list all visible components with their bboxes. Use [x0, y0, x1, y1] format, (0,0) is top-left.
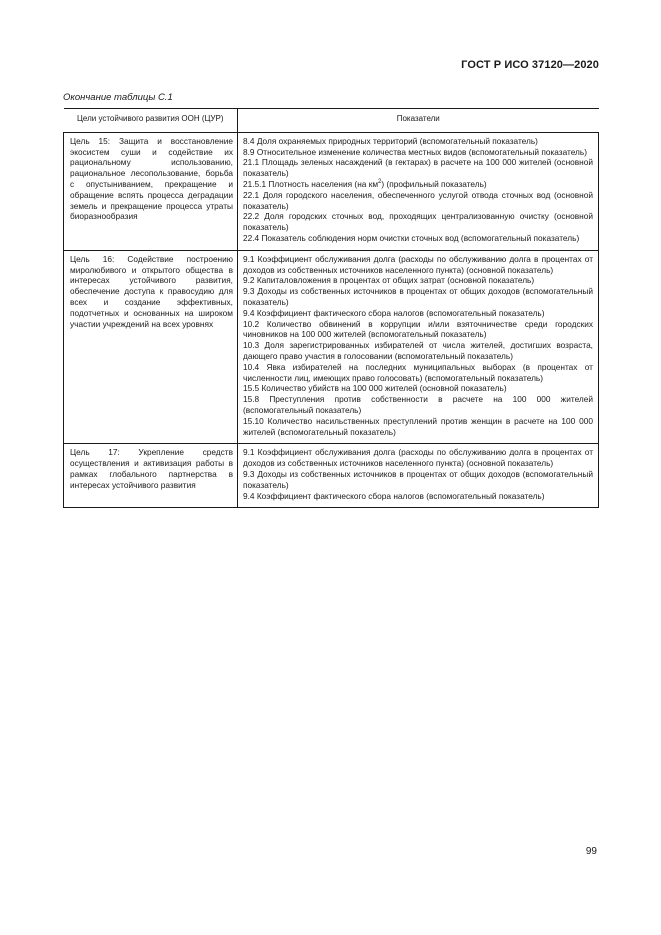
- indicator-item: 15.5 Количество убийств на 100 000 жителей (основной показатель): [243, 383, 507, 394]
- page-number: 99: [585, 846, 597, 857]
- sdg-indicator-table: [63, 108, 599, 508]
- indicator-item: 8.4 Доля охраняемых природных территорий (вспомогательный показатель): [243, 135, 538, 146]
- indicator-item: 21.1 Площадь зеленых насаждений (в гектарах) в расчете на 100 000 жителей (основной показатель): [243, 157, 593, 179]
- column-header-goals: Цели устойчивого развития ООН (ЦУР): [64, 109, 238, 133]
- goal-cell: Цель 15: Защита и восстановление экосистем суши и содействие их рациональному использованию, рациональное лесопользование, борьба с опустыниванием, прекращение и обращение вспять процесса деградации земель и прекращение процесса утраты биоразнообразия: [64, 132, 238, 250]
- superscript-2: 2: [378, 179, 382, 186]
- goal-cell: Цель 17: Укрепление средств осуществления и активизация работы в рамках глобального партнерства в интересах устойчивого развития: [64, 444, 238, 508]
- indicator-item: 15.10 Количество насильственных преступлений против женщин в расчете на 100 000 жителей (вспомогательный показатель): [243, 415, 593, 437]
- table-caption: Окончание таблицы С.1: [63, 92, 173, 103]
- indicator-item: 22.4 Показатель соблюдения норм очистки сточных вод (вспомогательный показатель): [243, 232, 580, 243]
- indicator-item: 9.1 Коэффициент обслуживания долга (расходы по обслуживанию долга в процентах от доходов из собственных источников населенного пункта) (основной показатель): [243, 253, 593, 275]
- indicator-item: 9.2 Капиталовложения в процентах от общих затрат (основной показатель): [243, 275, 535, 286]
- indicator-item: 22.1 Доля городского населения, обеспеченного услугой отвода сточных вод (основной показатель): [243, 189, 593, 211]
- indicators-cell: [238, 444, 599, 508]
- indicator-item: 9.1 Коэффициент обслуживания долга (расходы по обслуживанию долга в процентах от доходов из собственных источников населенного пункта) (основной показатель): [243, 447, 593, 469]
- indicator-item: 22.2 Доля городских сточных вод, проходящих централизованную очистку (основной показатель): [243, 211, 593, 233]
- indicator-item: 8.9 Относительное изменение количества местных видов (вспомогательный показатель): [243, 146, 587, 157]
- indicator-item: 9.4 Коэффициент фактического сбора налогов (вспомогательный показатель): [243, 490, 545, 501]
- indicators-cell: [238, 132, 599, 250]
- indicator-item: 9.3 Доходы из собственных источников в процентах от общих доходов (вспомогательный показатель): [243, 468, 593, 490]
- indicator-text: 21.5.1 Плотность населения (на км: [243, 178, 379, 189]
- document-header: ГОСТ Р ИСО 37120—2020: [461, 59, 599, 71]
- indicator-item: 9.4 Коэффициент фактического сбора налогов (вспомогательный показатель): [243, 307, 545, 318]
- table-row-goal-17: [64, 444, 599, 508]
- indicator-item: 15.8 Преступления против собственности в расчете на 100 000 жителей (вспомогательный показатель): [243, 394, 593, 415]
- goal-cell: Цель 16: Содействие построению миролюбивого и открытого общества в интересах устойчивого развития, обеспечение доступа к правосудию для всех и создание эффективных, подотчетных и основанных на широком участии учреждений на всех уровнях: [64, 250, 238, 444]
- indicator-item: 10.4 Явка избирателей на последних муниципальных выборах (в процентах от численности лиц, имеющих право голосовать) (вспомогательный показатель): [243, 361, 593, 383]
- table-header-row: [64, 109, 599, 133]
- indicator-item: 9.3 Доходы из собственных источников в процентах от общих доходов (вспомогательный показатель): [243, 286, 593, 307]
- table-row-goal-15: [64, 132, 599, 250]
- indicator-item: 10.2 Количество обвинений в коррупции и/или взяточничестве среди городских чиновников на 100 000 жителей (вспомогательный показатель): [243, 318, 593, 340]
- column-header-indicators: Показатели: [238, 109, 599, 133]
- indicator-text-tail: ) (профильный показатель): [381, 178, 487, 189]
- indicator-item: 10.3 Доля зарегистрированных избирателей от числа жителей, достигших возраста, дающего право участия в голосовании (вспомогательный показатель): [243, 340, 593, 361]
- indicators-cell: [238, 250, 599, 444]
- table-row-goal-16: [64, 250, 599, 444]
- indicator-item: [243, 179, 593, 190]
